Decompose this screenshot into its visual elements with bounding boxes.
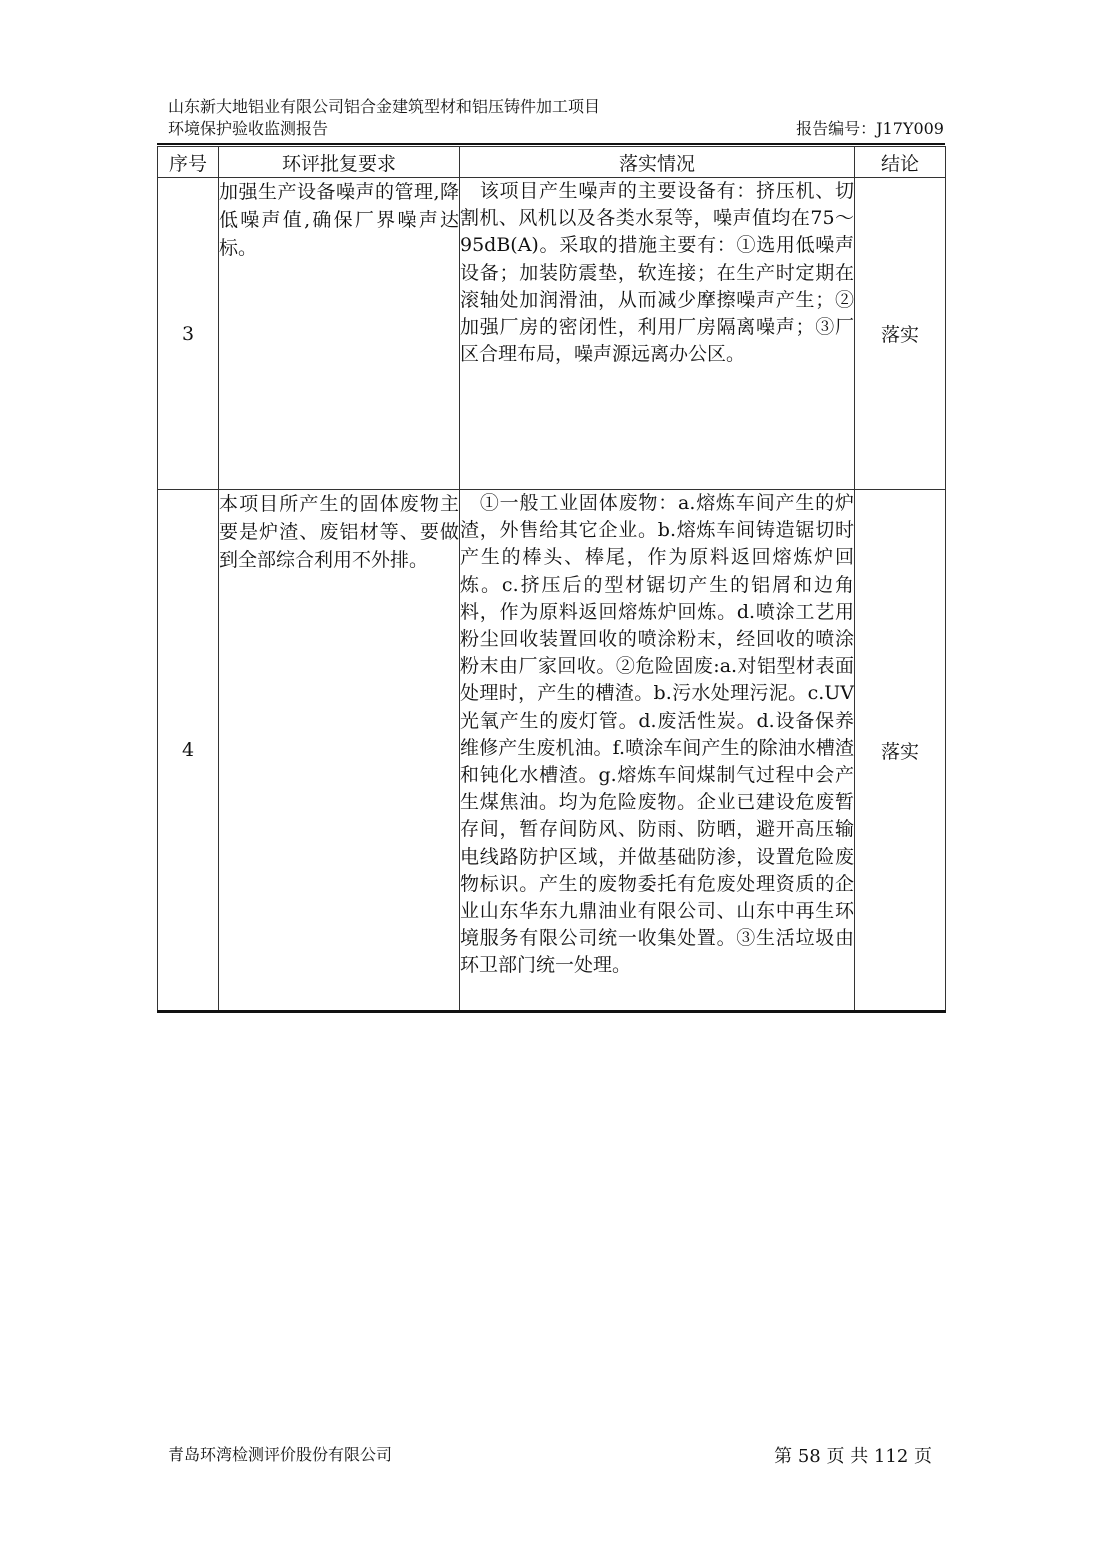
page-number: 第 58 页 共 112 页 — [774, 1446, 932, 1467]
header-row — [168, 118, 944, 140]
footer-company: 青岛环湾检测评价股份有限公司 — [168, 1445, 393, 1464]
col-header-implementation: 落实情况 — [460, 147, 855, 178]
row-requirement: 本项目所产生的固体废物主要是炉渣、废铝材等、要做到全部综合利用不外排。 — [219, 490, 460, 1012]
header-divider — [157, 143, 945, 145]
row-implementation: ①一般工业固体废物：a.熔炼车间产生的炉渣，外售给其它企业。b.熔炼车间铸造锯切时产生的棒头、棒尾，作为原料返回熔炼炉回炼。c.挤压后的型材锯切产生的铝屑和边角料，作为原料返回熔炼炉回炼。d.喷涂工艺用粉尘回收装置回收的喷涂粉末，经回收的喷涂粉末由厂家回收。②危险固废:a.对铝型材表面处理时，产生的槽渣。b.污水处理污泥。c.UV光氧产生的废灯管。d.废活性炭。d.设备保养维修产生废机油。f.喷涂车间产生的除油水槽渣和钝化水槽渣。g.熔炼车间煤制气过程中会产生煤焦油。均为危险废物。企业已建设危废暂存间，暂存间防风、防雨、防晒，避开高压输电线路防护区域，并做基础防渗，设置危险废物标识。产生的废物委托有危废处理资质的企业山东华东九鼎油业有限公司、山东中再生环境服务有限公司统一收集处置。③生活垃圾由环卫部门统一处理。 — [460, 490, 855, 1012]
row-requirement: 加强生产设备噪声的管理,降低噪声值,确保厂界噪声达标。 — [219, 178, 460, 490]
table-row — [158, 490, 946, 1012]
compliance-table — [157, 146, 946, 1013]
report-header — [168, 96, 944, 140]
project-title: 山东新大地铝业有限公司铝合金建筑型材和铝压铸件加工项目 — [168, 97, 601, 116]
page-footer — [168, 1442, 932, 1468]
row-seq: 4 — [158, 490, 219, 1012]
row-seq: 3 — [158, 178, 219, 490]
report-number: 报告编号：J17Y009 — [796, 119, 944, 138]
report-type: 环境保护验收监测报告 — [168, 119, 329, 138]
col-header-seq: 序号 — [158, 147, 219, 178]
row-conclusion: 落实 — [855, 178, 946, 490]
table-header-row — [158, 147, 946, 178]
col-header-conclusion: 结论 — [855, 147, 946, 178]
table-row — [158, 178, 946, 490]
col-header-requirement: 环评批复要求 — [219, 147, 460, 178]
row-conclusion: 落实 — [855, 490, 946, 1012]
row-implementation: 该项目产生噪声的主要设备有：挤压机、切割机、风机以及各类水泵等，噪声值均在75～95dB(A)。采取的措施主要有：①选用低噪声设备；加装防震垫，软连接；在生产时定期在滚轴处加润滑油，从而减少摩擦噪声产生；②加强厂房的密闭性，利用厂房隔离噪声；③厂区合理布局，噪声源远离办公区。 — [460, 178, 855, 490]
